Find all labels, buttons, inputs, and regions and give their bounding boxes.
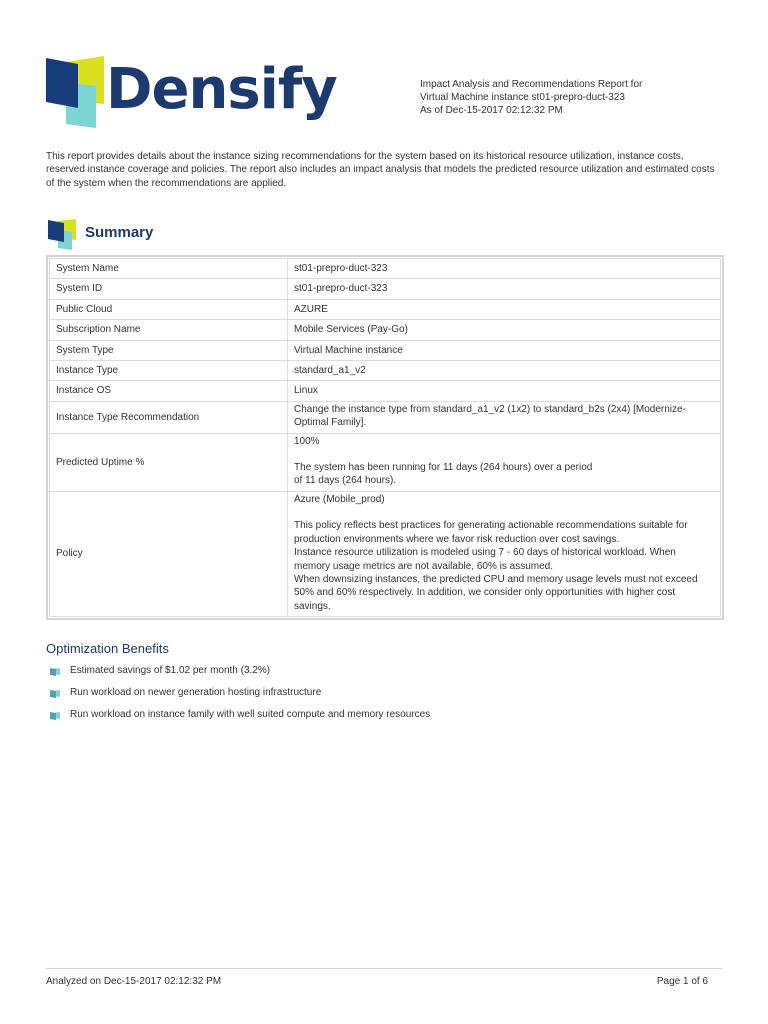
row-value: Change the instance type from standard_a1_v2 (1x2) to standard_b2s (2x4) [Modernize-Optimal Family]. bbox=[288, 401, 721, 433]
row-label: Subscription Name bbox=[50, 320, 288, 340]
row-label: Predicted Uptime % bbox=[50, 433, 288, 491]
policy-name: Azure (Mobile_prod) bbox=[294, 493, 385, 505]
table-row bbox=[50, 320, 721, 340]
bullet-icon bbox=[50, 667, 60, 677]
row-value: Linux bbox=[288, 381, 721, 401]
benefit-text: Estimated savings of $1.02 per month (3.2%) bbox=[70, 665, 271, 676]
report-info bbox=[420, 78, 740, 117]
table-row bbox=[50, 491, 721, 616]
row-value: AZURE bbox=[288, 299, 721, 319]
uptime-note-line1: The system has been running for 11 days (264 hours) over a period bbox=[294, 462, 593, 474]
summary-title: Summary bbox=[85, 224, 154, 241]
row-label: Public Cloud bbox=[50, 299, 288, 319]
table-row bbox=[50, 401, 721, 433]
footer-divider bbox=[46, 968, 722, 969]
row-value: Virtual Machine instance bbox=[288, 340, 721, 360]
uptime-note-line2: of 11 days (264 hours). bbox=[294, 475, 397, 487]
row-value bbox=[288, 433, 721, 491]
intro-paragraph: This report provides details about the instance sizing recommendations for the system based on its historical resource utilization, instance costs, reserved instance coverage and policies. The report also includes an impact analysis that models the predicted resource utilization and estimated costs of the system when the recommendations are applied. bbox=[46, 151, 715, 189]
row-label: System ID bbox=[50, 279, 288, 299]
table-row bbox=[50, 259, 721, 279]
row-value: Mobile Services (Pay-Go) bbox=[288, 320, 721, 340]
list-item bbox=[50, 686, 430, 708]
table-row bbox=[50, 381, 721, 401]
table-row bbox=[50, 279, 721, 299]
table-row bbox=[50, 340, 721, 360]
report-info-title: Impact Analysis and Recommendations Report for bbox=[420, 79, 643, 90]
bullet-icon bbox=[50, 689, 60, 699]
densify-mark-icon bbox=[48, 218, 76, 250]
list-item bbox=[50, 708, 430, 730]
row-label: Instance Type bbox=[50, 361, 288, 381]
row-label: Instance OS bbox=[50, 381, 288, 401]
table-row bbox=[50, 299, 721, 319]
bullet-icon bbox=[50, 711, 60, 721]
row-value: st01-prepro-duct-323 bbox=[288, 259, 721, 279]
policy-downsizing: When downsizing instances, the predicted CPU and memory usage levels must not exceed 50% and 60% respectively. In addition, we consider only opportunities with higher cost savings. bbox=[294, 573, 698, 612]
benefit-text: Run workload on newer generation hosting infrastructure bbox=[70, 687, 322, 698]
table-row bbox=[50, 433, 721, 491]
report-info-subject: Virtual Machine instance st01-prepro-duct-323 bbox=[420, 92, 625, 103]
row-label: Policy bbox=[50, 491, 288, 616]
row-label: System Type bbox=[50, 340, 288, 360]
policy-utilization: Instance resource utilization is modeled using 7 - 60 days of historical workload. When memory usage metrics are not available, 60% is assumed. bbox=[294, 547, 676, 572]
row-value: standard_a1_v2 bbox=[288, 361, 721, 381]
footer-analyzed-date: Analyzed on Dec-15-2017 02:12:32 PM bbox=[46, 976, 222, 987]
densify-logo-icon bbox=[46, 54, 104, 130]
row-value: st01-prepro-duct-323 bbox=[288, 279, 721, 299]
benefit-text: Run workload on instance family with well suited compute and memory resources bbox=[70, 709, 431, 720]
uptime-value: 100% bbox=[294, 435, 320, 447]
summary-table bbox=[46, 255, 724, 620]
row-label: System Name bbox=[50, 259, 288, 279]
report-header bbox=[46, 54, 726, 134]
policy-description: This policy reflects best practices for generating actionable recommendations suitable for production environments where we favor risk reduction over cost savings. bbox=[294, 520, 688, 545]
table-row bbox=[50, 361, 721, 381]
densify-logo-wordmark: Densify bbox=[106, 57, 337, 122]
row-value bbox=[288, 491, 721, 616]
list-item bbox=[50, 664, 430, 686]
optimization-benefits-title: Optimization Benefits bbox=[46, 641, 169, 656]
optimization-benefits-list bbox=[50, 664, 430, 730]
footer-page-number: Page 1 of 6 bbox=[656, 976, 708, 987]
row-label: Instance Type Recommendation bbox=[50, 401, 288, 433]
report-info-date: As of Dec-15-2017 02:12:32 PM bbox=[420, 105, 563, 116]
